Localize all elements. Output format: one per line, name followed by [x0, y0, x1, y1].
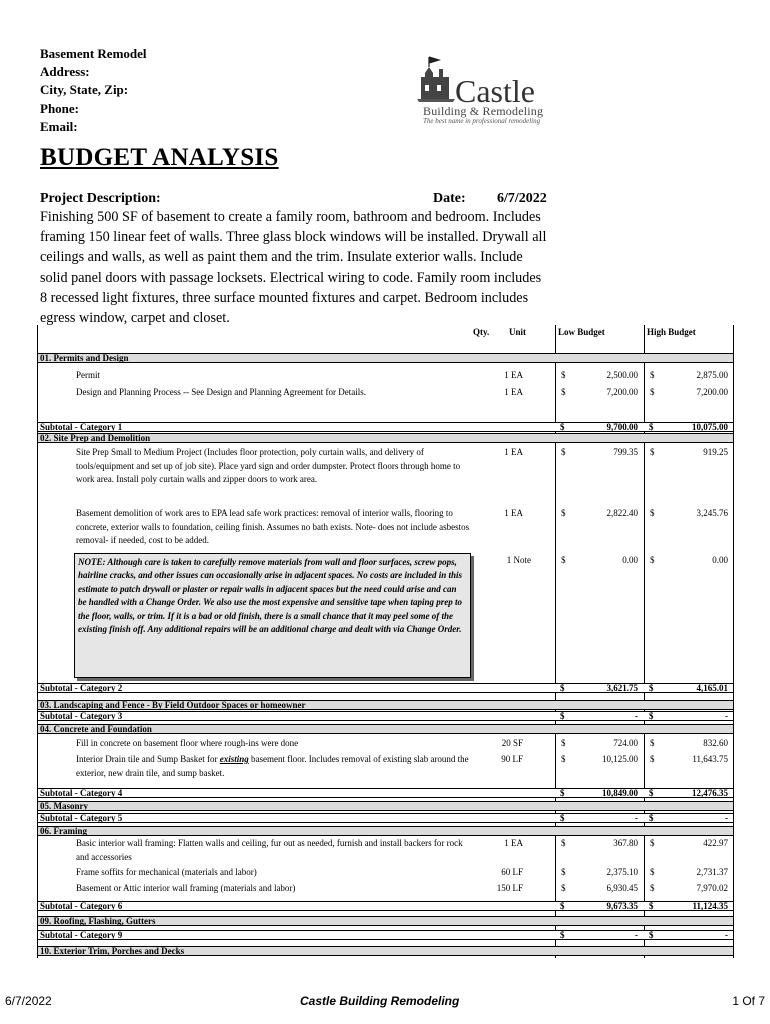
subtotal-low: -: [635, 711, 638, 721]
email-label: Email:: [40, 118, 78, 134]
address-label: Address:: [40, 64, 90, 80]
high-value: 7,200.00: [696, 387, 728, 397]
subtotal-row: [38, 930, 733, 940]
low-budget-header: Low Budget: [558, 327, 605, 337]
high-value: 422.97: [703, 838, 728, 848]
high-value: 3,245.76: [696, 508, 728, 518]
currency-symbol: $: [650, 555, 655, 565]
category-header: 10. Exterior Trim, Porches and Decks: [38, 946, 733, 956]
footer-company: Castle Building Remodeling: [300, 994, 460, 1008]
currency-symbol: $: [560, 711, 565, 721]
logo-tagline: The best name in professional remodeling: [423, 117, 541, 125]
currency-symbol: $: [560, 683, 565, 693]
subtotal-row: [38, 422, 733, 432]
low-value: 10,125.00: [602, 754, 638, 764]
item-qty: 1 EA: [504, 387, 523, 397]
subtotal-high: -: [725, 813, 728, 823]
currency-symbol: $: [560, 422, 565, 432]
subtotal-high: -: [725, 711, 728, 721]
currency-symbol: $: [561, 555, 566, 565]
item-description: Permit: [76, 370, 100, 380]
item-qty: 1 EA: [504, 447, 523, 457]
subtotal-row: [38, 711, 733, 721]
currency-symbol: $: [650, 447, 655, 457]
item-description: Design and Planning Process -- See Design and Planning Agreement for Details.: [76, 387, 366, 397]
currency-symbol: $: [561, 867, 566, 877]
item-text: basement floor. Includes removal of existing slab around the exterior, new drain tile, and sump basket.: [76, 754, 469, 778]
category-header: 02. Site Prep and Demolition: [38, 433, 733, 443]
subtotal-label: Subtotal - Category 3: [40, 711, 123, 721]
column-divider: [644, 325, 645, 958]
item-description: Fill in concrete on basement floor where rough-ins were done: [76, 738, 299, 748]
subtotal-low: 3,621.75: [606, 683, 638, 693]
low-value: 799.35: [613, 447, 638, 457]
item-qty: 60 LF: [501, 867, 523, 877]
currency-symbol: $: [560, 788, 565, 798]
low-value: 2,822.40: [606, 508, 638, 518]
item-qty: 90 LF: [501, 754, 523, 764]
low-value: 6,930.45: [606, 883, 638, 893]
footer-date: 6/7/2022: [5, 994, 52, 1008]
subtotal-high: 10,075.00: [692, 422, 728, 432]
budget-table: [37, 325, 734, 958]
currency-symbol: $: [650, 387, 655, 397]
subtotal-low: 9,700.00: [606, 422, 638, 432]
currency-symbol: $: [650, 883, 655, 893]
low-value: 0.00: [622, 555, 638, 565]
subtotal-high: 12,476.35: [692, 788, 728, 798]
category-header: 03. Landscaping and Fence - By Field Outdoor Spaces or homeowner: [38, 700, 733, 710]
low-value: 7,200.00: [606, 387, 638, 397]
currency-symbol: $: [560, 930, 565, 940]
item-qty: 1 EA: [504, 838, 523, 848]
phone-label: Phone:: [40, 100, 79, 116]
currency-symbol: $: [649, 711, 654, 721]
item-description: Frame soffits for mechanical (materials and labor): [76, 867, 257, 877]
item-qty: 1 Note: [506, 555, 531, 565]
high-value: 7,970.02: [696, 883, 728, 893]
currency-symbol: $: [560, 813, 565, 823]
subtotal-label: Subtotal - Category 9: [40, 930, 123, 940]
currency-symbol: $: [561, 738, 566, 748]
item-text: Interior Drain tile and Sump Basket for: [76, 754, 220, 764]
item-text-emphasis: existing: [219, 754, 249, 764]
high-value: 2,731.37: [696, 867, 728, 877]
high-value: 0.00: [712, 555, 728, 565]
contact-block: [40, 45, 147, 136]
note-box: NOTE: Although care is taken to carefully remove materials from wall and floor surfaces, screw pops, hairline cracks, and other issues can occasionally arise in adjacent spaces. No costs are included in this estimate to patch drywall or plaster or repair walls in adjacent spaces but the need could arise and can be handled with a Change Order. We also use the most expensive and sensitive tape when taping prep to the floor, walls, or trim. If it is a bad or old finish, there is a small chance that it may peel some of the existing finish off. Any additional repairs will be an additional charge and dealt with via Change Order.: [74, 553, 471, 678]
subtotal-high: 4,165.01: [696, 683, 728, 693]
high-budget-header: High Budget: [647, 327, 696, 337]
logo-subtitle: Building & Remodeling: [423, 104, 544, 118]
subtotal-low: 10,849.00: [602, 788, 638, 798]
date-value: 6/7/2022: [497, 191, 547, 206]
project-description-label: Project Description:: [40, 191, 161, 206]
category-header: 05. Masonry: [38, 801, 733, 811]
city-state-zip-label: City, State, Zip:: [40, 82, 129, 98]
item-qty: 1 EA: [504, 370, 523, 380]
subtotal-row: [38, 788, 733, 798]
subtotal-label: Subtotal - Category 4: [40, 788, 123, 798]
project-name: Basement Remodel: [40, 46, 147, 61]
low-value: 2,375.10: [606, 867, 638, 877]
subtotal-row: [38, 813, 733, 823]
high-value: 919.25: [703, 447, 728, 457]
subtotal-row: [38, 683, 733, 693]
high-value: 832.60: [703, 738, 728, 748]
low-value: 2,500.00: [606, 370, 638, 380]
subtotal-label: Subtotal - Category 6: [40, 901, 123, 911]
subtotal-high: -: [725, 930, 728, 940]
low-value: 724.00: [613, 738, 638, 748]
item-description: [76, 753, 471, 780]
subtotal-label: Subtotal - Category 1: [40, 422, 123, 432]
currency-symbol: $: [650, 838, 655, 848]
currency-symbol: $: [649, 813, 654, 823]
item-qty: 20 SF: [501, 738, 523, 748]
subtotal-high: 11,124.35: [692, 901, 728, 911]
category-header: 09. Roofing, Flashing, Gutters: [38, 916, 733, 926]
currency-symbol: $: [561, 508, 566, 518]
currency-symbol: $: [650, 867, 655, 877]
subtotal-label: Subtotal - Category 5: [40, 813, 123, 823]
currency-symbol: $: [561, 838, 566, 848]
currency-symbol: $: [650, 738, 655, 748]
item-qty: 1 EA: [504, 508, 523, 518]
currency-symbol: $: [561, 370, 566, 380]
category-header: 01. Permits and Design: [38, 353, 733, 363]
item-description: Basic interior wall framing: Flatten walls and ceiling, fur out as needed, furnish and install backers for rock and accessories: [76, 838, 463, 862]
category-header: 06. Framing: [38, 826, 733, 836]
currency-symbol: $: [649, 901, 654, 911]
high-value: 11,643.75: [692, 754, 728, 764]
logo-wordmark: Castle: [455, 73, 535, 109]
currency-symbol: $: [561, 387, 566, 397]
high-value: 2,875.00: [696, 370, 728, 380]
qty-header: Qty.: [473, 327, 490, 337]
unit-header: Unit: [509, 327, 527, 337]
currency-symbol: $: [560, 901, 565, 911]
category-header: 04. Concrete and Foundation: [38, 724, 733, 734]
currency-symbol: $: [650, 508, 655, 518]
currency-symbol: $: [649, 683, 654, 693]
item-description: Site Prep Small to Medium Project (Includes floor protection, poly curtain walls, and delivery of tools/equipment and set up of job site). Place yard sign and order dumpster. Protect floors through home to work area. Install poly curtain walls and zipper doors to work area.: [76, 447, 461, 484]
subtotal-label: Subtotal - Category 2: [40, 683, 123, 693]
currency-symbol: $: [650, 754, 655, 764]
item-qty: 150 LF: [496, 883, 523, 893]
currency-symbol: $: [649, 930, 654, 940]
currency-symbol: $: [649, 788, 654, 798]
currency-symbol: $: [650, 370, 655, 380]
currency-symbol: $: [649, 422, 654, 432]
currency-symbol: $: [561, 754, 566, 764]
page-title: BUDGET ANALYSIS: [40, 144, 279, 171]
column-divider: [555, 325, 556, 958]
date-label: Date:: [433, 191, 466, 206]
item-description: Basement or Attic interior wall framing (materials and labor): [76, 883, 296, 893]
castle-logo: [415, 55, 555, 130]
subtotal-low: -: [635, 930, 638, 940]
footer-page: 1 Of 7: [732, 994, 765, 1008]
currency-symbol: $: [561, 447, 566, 457]
project-description: Finishing 500 SF of basement to create a family room, bathroom and bedroom. Includes framing 150 linear feet of walls. Three glass block windows will be installed. Drywall all ceilings and walls, as well as paint them and the trim. Insulate exterior walls. Include solid panel doors with passage locksets. Electrical wiring to code. Family room includes 8 recessed light fixtures, three surface mounted fixtures and carpet. Bedroom includes egress window, carpet and closet.: [40, 209, 547, 327]
subtotal-low: -: [635, 813, 638, 823]
currency-symbol: $: [561, 883, 566, 893]
subtotal-row: [38, 901, 733, 911]
low-value: 367.80: [613, 838, 638, 848]
subtotal-low: 9,673.35: [606, 901, 638, 911]
item-description: Basement demolition of work ares to EPA lead safe work practices: removal of interior walls, flooring to concrete, exterior walls to foundation, ceiling finish. Assumes no bath exists. Note- does not include asbestos removal- if needed, cost to be added.: [76, 508, 470, 545]
